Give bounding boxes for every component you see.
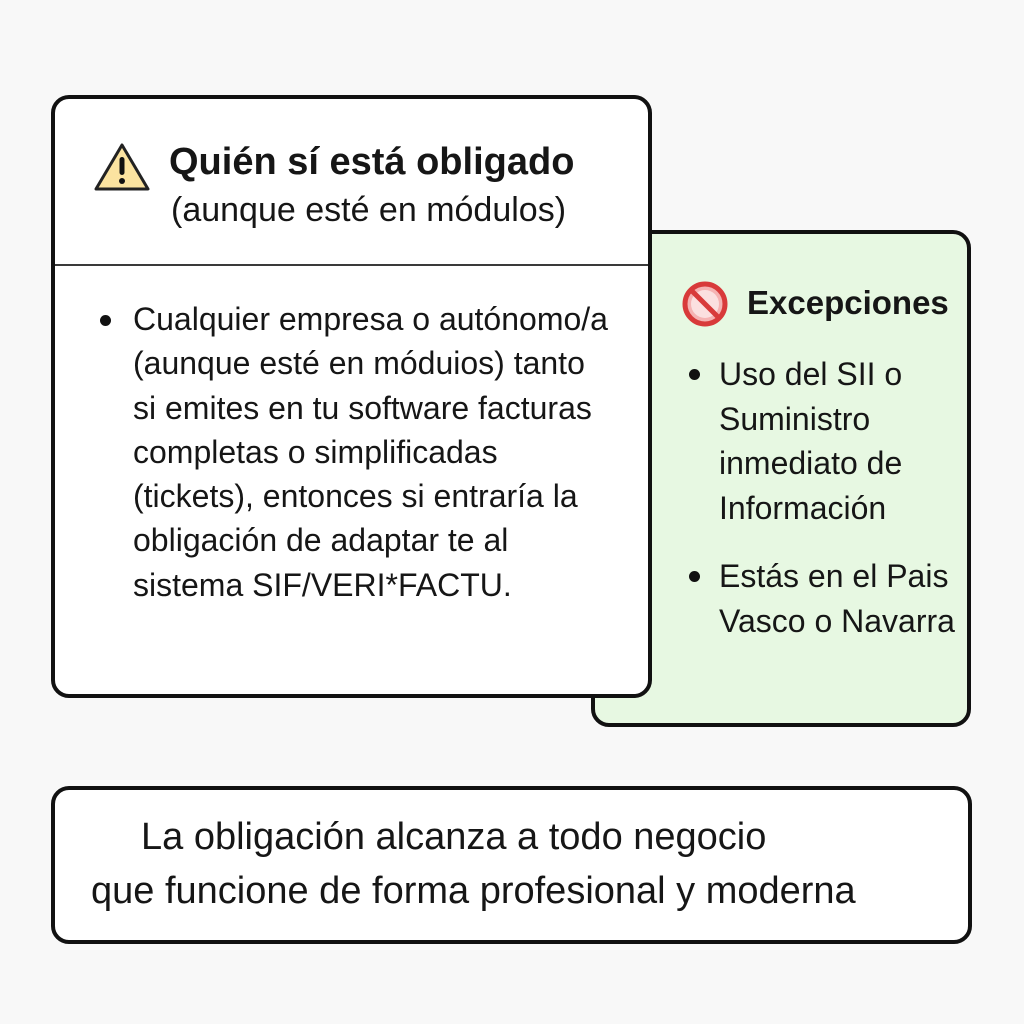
exception-item: Estás en el Pais Vasco o Navarra <box>687 554 969 643</box>
exceptions-list <box>687 352 969 667</box>
prohibited-icon <box>681 280 729 328</box>
obligation-item: Cualquier empresa o autónomo/a (aunque esté en móduios) tanto si emites en tu software facturas completas o simplificadas (tickets), entonces si entraría la obligación de adaptar te al sistema SIF/VERI*FACTU. <box>97 297 608 607</box>
obligation-subtitle: (aunque esté en módulos) <box>171 191 567 229</box>
summary-line-2: que funcione de forma profesional y moderna <box>91 870 856 912</box>
warning-icon <box>92 141 152 193</box>
obligation-title: Quién sí está obligado <box>169 141 575 183</box>
obligation-card <box>51 95 652 698</box>
obligation-card-header <box>55 99 648 266</box>
exceptions-title: Excepciones <box>747 284 949 321</box>
summary-card <box>51 786 972 944</box>
summary-line-1: La obligación alcanza a todo negocio <box>141 816 767 858</box>
obligation-list <box>97 297 608 607</box>
exception-item: Uso del SII o Suministro inmediato de Información <box>687 352 969 530</box>
